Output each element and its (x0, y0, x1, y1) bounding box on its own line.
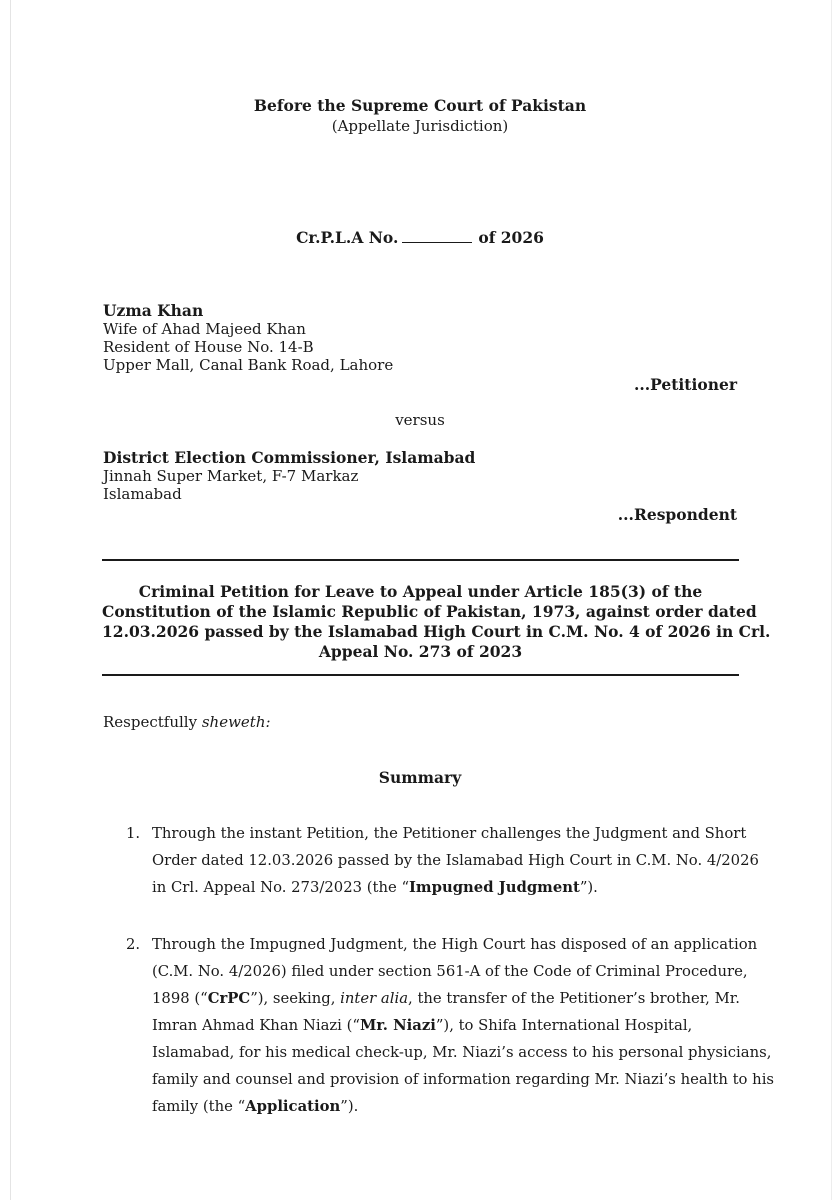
text-run: in Crl. Appeal No. 273/2023 (the “ (152, 879, 410, 896)
defined-term: CrPC (207, 990, 251, 1007)
italic-term: inter alia (340, 990, 409, 1007)
paragraph-1 (152, 820, 759, 901)
paragraph-line (152, 1012, 742, 1039)
case-number-suffix: of 2026 (478, 228, 544, 247)
paragraph-line: Through the Impugned Judgment, the High Court has disposed of an application (152, 936, 758, 953)
respondent-block (103, 449, 475, 503)
case-number (0, 228, 840, 247)
respondent-line: Jinnah Super Market, F-7 Markaz (103, 467, 359, 485)
salutation (103, 713, 271, 731)
text-run: ”), to Shifa International Hospital, (435, 1017, 693, 1034)
paragraph-line: family and counsel and provision of information regarding Mr. Niazi’s health to his (152, 1071, 775, 1088)
paragraph-number: 1. (126, 825, 141, 842)
text-run: ”), seeking, (250, 990, 336, 1007)
salutation-text: Respectfully (103, 713, 198, 731)
salutation-italic: sheweth: (201, 713, 271, 731)
petitioner-role: ...Petitioner (633, 375, 737, 394)
court-jurisdiction: (Appellate Jurisdiction) (331, 117, 509, 135)
petition-heading (102, 582, 771, 662)
paragraph-line: (C.M. No. 4/2026) filed under section 561-A of the Code of Criminal Procedure, (152, 963, 748, 980)
defined-term: Application (245, 1098, 341, 1115)
petition-heading-line: 12.03.2026 passed by the Islamabad High Court in C.M. No. 4 of 2026 in Crl. (102, 622, 771, 641)
text-run: ”). (579, 879, 598, 896)
text-run: 1898 (“ (152, 990, 208, 1007)
petition-heading-line: Constitution of the Islamic Republic of Pakistan, 1973, against order dated (102, 602, 757, 621)
paragraph-2 (152, 931, 775, 1120)
petitioner-line: Wife of Ahad Majeed Khan (103, 320, 306, 338)
paragraph-line: Islamabad, for his medical check-up, Mr. Niazi’s access to his personal physicians, (152, 1044, 772, 1061)
paragraph-line (152, 985, 742, 1012)
text-run: Imran Ahmad Khan Niazi (“ (152, 1017, 360, 1034)
text-run: ”). (340, 1098, 359, 1115)
page-edge-right (831, 0, 832, 1200)
versus-label: versus (395, 411, 445, 429)
case-number-prefix: Cr.P.L.A No. (296, 228, 399, 247)
defined-term: Impugned Judgment (409, 879, 580, 896)
paragraph-line: Order dated 12.03.2026 passed by the Islamabad High Court in C.M. No. 4/2026 (152, 852, 759, 869)
paragraph-number: 2. (126, 936, 141, 953)
respondent-name: District Election Commissioner, Islamabad (103, 448, 476, 467)
respondent-line: Islamabad (103, 485, 182, 503)
petitioner-block (103, 302, 393, 374)
rule-bottom (102, 674, 739, 676)
text-run: family (the “ (152, 1098, 246, 1115)
petitioner-line: Upper Mall, Canal Bank Road, Lahore (103, 356, 394, 374)
defined-term: Mr. Niazi (359, 1017, 436, 1034)
text-run: , the transfer of the Petitioner’s brother, Mr. (408, 990, 740, 1007)
respondent-role: ...Respondent (617, 505, 737, 524)
paragraph-line (152, 1093, 742, 1120)
paragraph-line (152, 874, 742, 901)
summary-heading: Summary (378, 768, 462, 787)
petition-heading-line: Appeal No. 273 of 2023 (318, 642, 523, 661)
paragraph-line: Through the instant Petition, the Petitioner challenges the Judgment and Short (152, 825, 747, 842)
court-title: Before the Supreme Court of Pakistan (253, 96, 587, 115)
petition-heading-line: Criminal Petition for Leave to Appeal under Article 185(3) of the (138, 582, 703, 601)
petitioner-line: Resident of House No. 14-B (103, 338, 314, 356)
case-number-blank (402, 228, 472, 243)
petitioner-name: Uzma Khan (103, 301, 204, 320)
page-edge-left (10, 0, 11, 1200)
rule-top (102, 559, 739, 561)
